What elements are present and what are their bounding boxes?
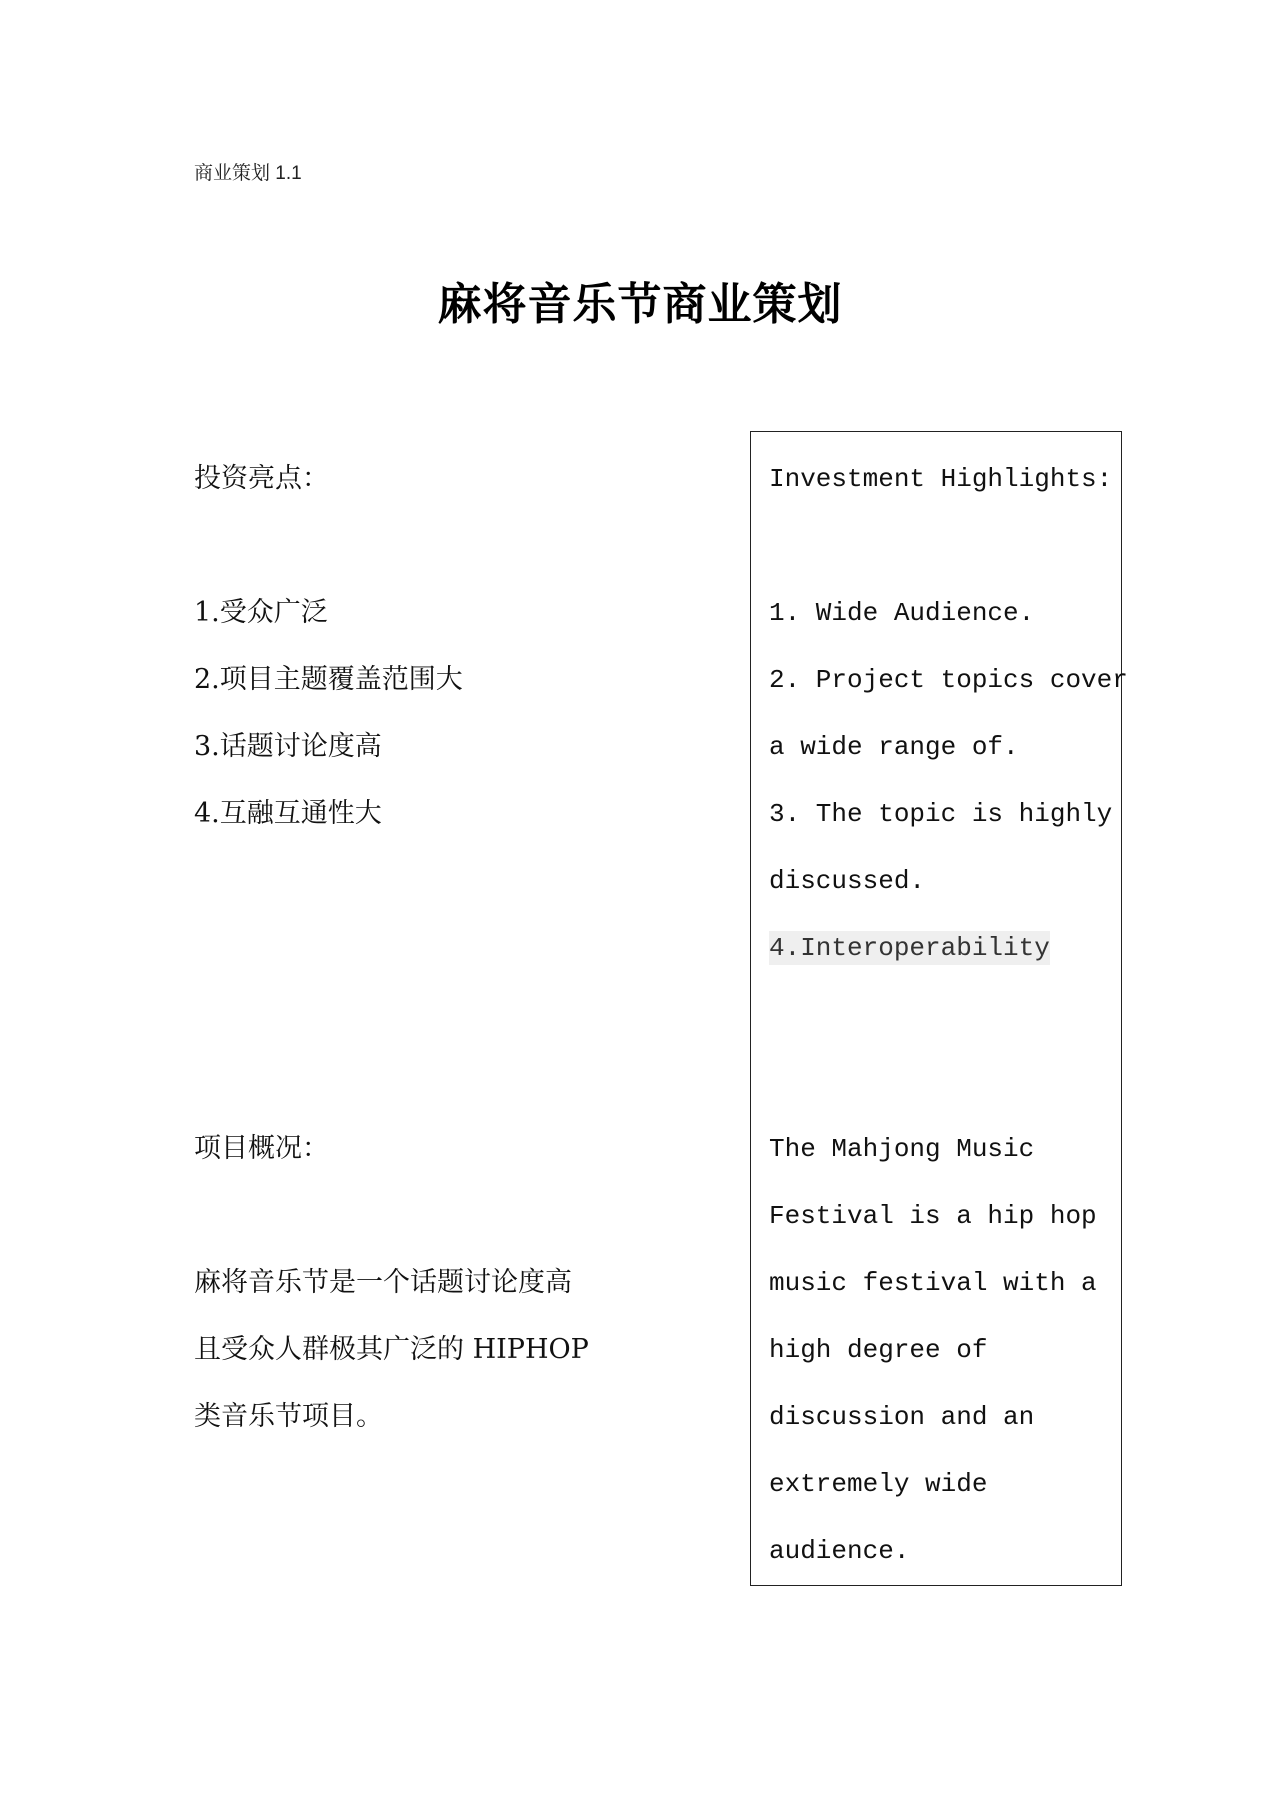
interoperability-text: 4.Interoperability xyxy=(769,933,1050,963)
highlights-heading-cn: 投资亮点： xyxy=(194,463,329,494)
overview-line-en: Festival is a hip hop xyxy=(769,1201,1097,1231)
overview-line-en: audience. xyxy=(769,1536,910,1566)
overview-line-cn: 且受众人群极其广泛的 HIPHOP xyxy=(194,1334,589,1365)
highlights-heading-en: Investment Highlights: xyxy=(769,464,1113,494)
overview-line-cn: 类音乐节项目。 xyxy=(194,1401,383,1432)
overview-line-en: high degree of xyxy=(769,1335,988,1365)
overview-line-en: discussion and an xyxy=(769,1402,1035,1432)
highlight-line-en xyxy=(769,915,1114,982)
english-column xyxy=(769,446,1128,1585)
english-translation-box xyxy=(750,431,1128,1586)
highlight-line-en: 2. Project topics cover xyxy=(769,665,1128,695)
chinese-column xyxy=(194,445,714,1450)
highlight-line-en: 1. Wide Audience. xyxy=(769,598,1035,628)
highlight-line-en: discussed. xyxy=(769,866,926,896)
highlight-item-cn: 2.项目主题覆盖范围大 xyxy=(194,664,463,695)
overview-line-en: music festival with a xyxy=(769,1268,1097,1298)
document-header-label: 商业策划 1.1 xyxy=(194,163,302,184)
highlight-item-cn: 3.话题讨论度高 xyxy=(194,731,382,762)
document-title: 麻将音乐节商业策划 xyxy=(437,279,843,330)
overview-line-en: extremely wide xyxy=(769,1469,988,1499)
overview-line-en: The Mahjong Music xyxy=(769,1134,1035,1164)
highlight-item-cn: 4.互融互通性大 xyxy=(194,798,382,829)
highlight-line-en: 3. The topic is highly xyxy=(769,799,1113,829)
highlight-item-cn: 1.受众广泛 xyxy=(194,597,328,628)
overview-heading-cn: 项目概况： xyxy=(194,1133,329,1164)
overview-line-cn: 麻将音乐节是一个话题讨论度高 xyxy=(194,1267,572,1298)
highlight-line-en: a wide range of. xyxy=(769,732,1019,762)
